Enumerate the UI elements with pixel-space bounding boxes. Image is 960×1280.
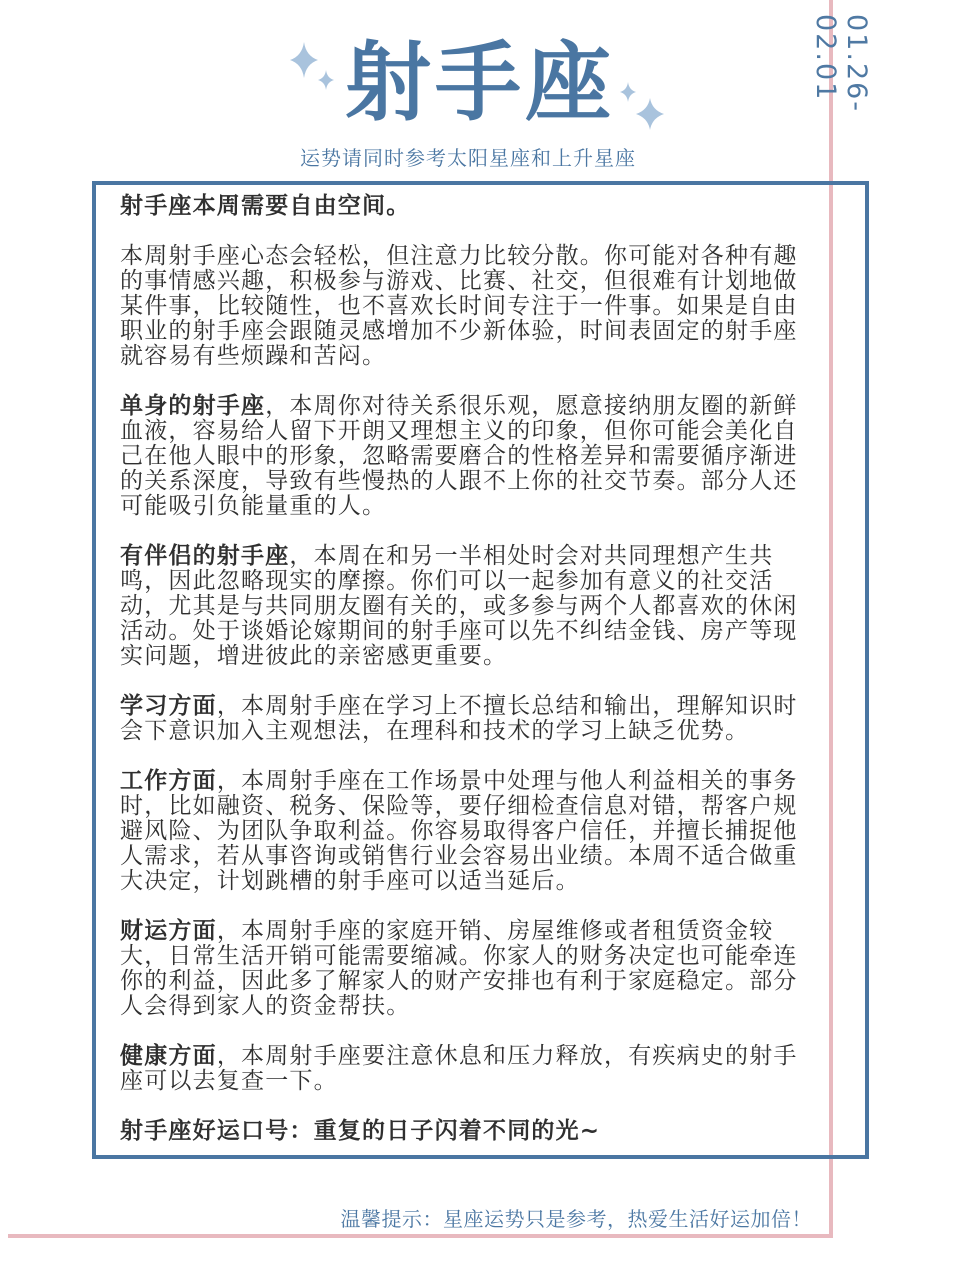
section-label: 单身的射手座 — [120, 393, 266, 419]
section-text: ，本周射手座在学习上不擅长总结和输出，理解知识时会下意识加入主观想法，在理科和技术的学习上缺乏优势。 — [120, 693, 798, 744]
date-range: 01.26-02.01 — [810, 14, 872, 114]
section-label: 财运方面 — [120, 918, 217, 944]
section-text: ，本周在和另一半相处时会对共同理想产生共鸣，因此忽略现实的摩擦。你们可以一起参加有意义的社交活动，尤其是与共同朋友圈有关的，或多参与两个人都喜欢的休闲活动。处于谈婚论嫁期间的射手座可以先不纠结金钱、房产等现实问题，增进彼此的亲密感更重要。 — [120, 543, 798, 669]
section-label: 健康方面 — [120, 1043, 217, 1069]
section-text: ，本周你对待关系很乐观，愿意接纳朋友圈的新鲜血液，容易给人留下开朗又理想主义的印象，但你可能会美化自己在他人眼中的形象，忽略需要磨合的性格差异和需要循序渐进的关系深度，导致有些慢热的人跟不上你的社交节奏。部分人还可能吸引负能量重的人。 — [120, 393, 798, 519]
section-text: ，本周射手座在工作场景中处理与他人利益相关的事务时，比如融资、税务、保险等，要仔细检查信息对错，帮客户规避风险、为团队争取利益。你容易取得客户信任，并擅长捕捉他人需求，若从事咨询或销售行业会容易出业绩。本周不适合做重大决定，计划跳槽的射手座可以适当延后。 — [120, 768, 798, 894]
page-title: 射手座 — [345, 33, 615, 133]
section-study — [120, 694, 820, 744]
overview-paragraph: 本周射手座心态会轻松，但注意力比较分散。你可能对各种有趣的事情感兴趣，积极参与游戏、比赛、社交，但很难有计划地做某件事，比较随性，也不喜欢长时间专注于一件事。如果是自由职业的射手座会跟随灵感增加不少新体验，时间表固定的射手座就容易有些烦躁和苦闷。 — [120, 243, 798, 369]
subtitle: 运势请同时参考太阳星座和上升星座 — [300, 146, 636, 170]
section-health — [120, 1044, 820, 1094]
section-text: ，本周射手座的家庭开销、房屋维修或者租赁资金较大，日常生活开销可能需要缩减。你家人的财务决定也可能牵连你的利益，因此多了解家人的财产安排也有利于家庭稳定。部分人会得到家人的资金帮扶。 — [120, 918, 798, 1019]
section-label: 工作方面 — [120, 768, 217, 794]
section-single — [120, 394, 820, 519]
pink-frame-horizontal-line — [8, 1234, 833, 1238]
section-text: ，本周射手座要注意休息和压力释放，有疾病史的射手座可以去复查一下。 — [120, 1043, 798, 1094]
section-partner — [120, 544, 820, 669]
section-label: 学习方面 — [120, 693, 217, 719]
footer-tip: 温馨提示：星座运势只是参考，热爱生活好运加倍！ — [340, 1207, 812, 1231]
horoscope-content — [120, 194, 820, 1169]
section-work — [120, 769, 820, 894]
section-wealth — [120, 919, 820, 1019]
lucky-slogan: 射手座好运口号：重复的日子闪着不同的光~ — [120, 1118, 601, 1144]
headline: 射手座本周需要自由空间。 — [120, 193, 411, 219]
section-label: 有伴侣的射手座 — [120, 543, 290, 569]
